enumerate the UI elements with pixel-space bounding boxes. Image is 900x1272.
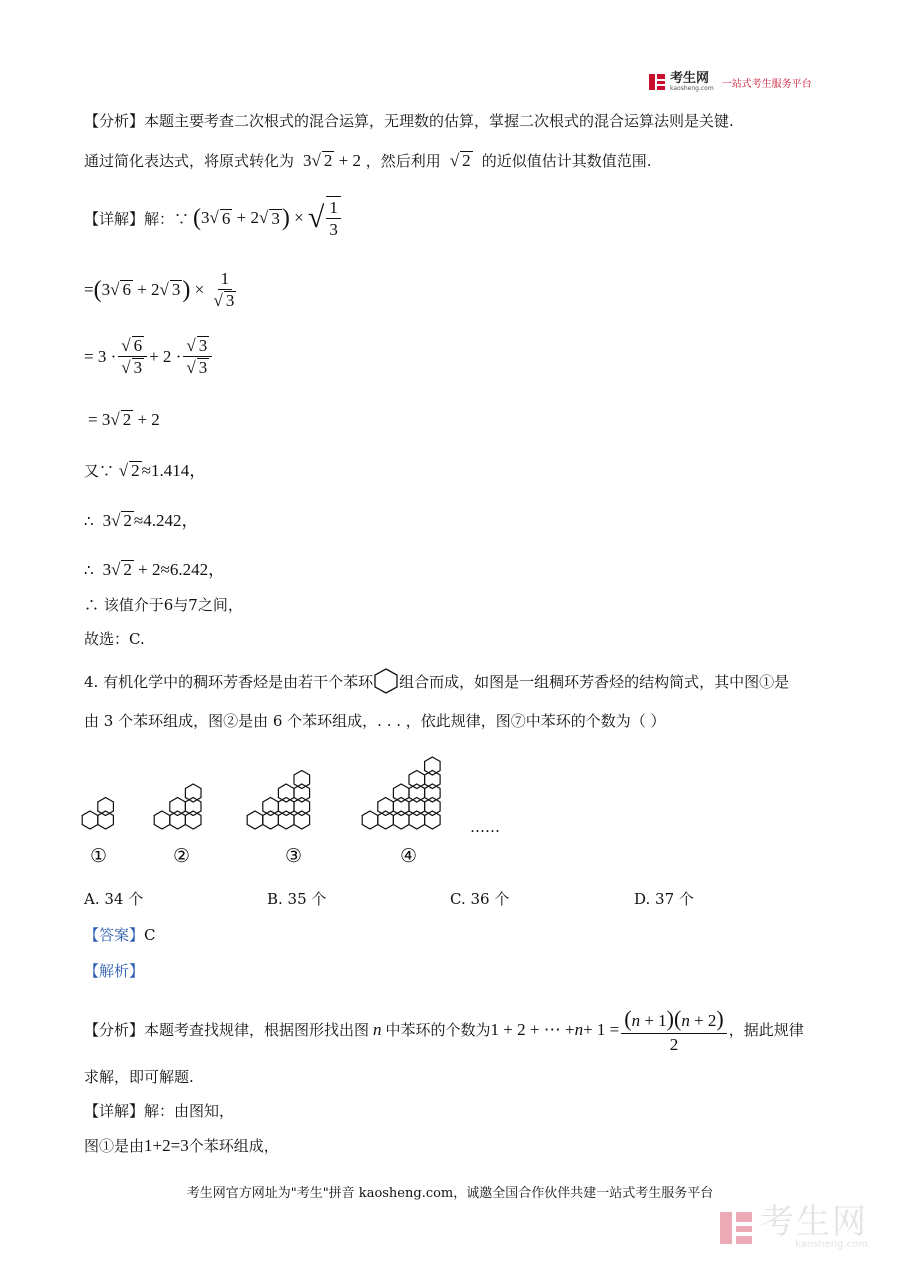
detail-tag: 【详解】 xyxy=(84,209,145,228)
step-1: = ( 3 √ 6 + 2 √ 3 ) × $\frac{1}{√ 3}$ xyxy=(84,269,235,311)
benzene-ring xyxy=(98,811,114,829)
benzene-ring xyxy=(425,784,441,802)
expr-3root2-plus-2: 3√ 2 + 2 xyxy=(298,151,361,170)
step-3: = 3√ 2 + 2 xyxy=(88,410,160,429)
benzene-ring xyxy=(278,798,294,816)
step-therefore-1: ∴ 3√ 2 ≈4.242， xyxy=(84,511,199,530)
benzene-ring xyxy=(98,798,114,816)
q3-detail: 【详解】 解：∵ ( 3 √ 6 + 2 √ 3 ) × √ $\frac{1}{3}$ xyxy=(84,196,343,241)
answer-tag: 【答案】 xyxy=(84,926,145,944)
benzene-ring xyxy=(170,811,186,829)
figure-ellipsis: …… xyxy=(470,818,500,836)
benzene-ring-icon xyxy=(374,668,398,694)
benzene-ring xyxy=(185,798,201,816)
benzene-ring xyxy=(393,811,409,829)
expr-root2: √ 2 xyxy=(449,151,471,170)
q4-detail: 【详解】解：由图知， xyxy=(84,1102,235,1120)
step-2: = 3 · $\frac{√ 6}{√ 3}$ + 2 · $\frac{√ 3}{√ 3}$ xyxy=(84,335,214,379)
q3-choice: 故选：C. xyxy=(84,630,145,648)
benzene-ring xyxy=(409,771,425,789)
analysis-text: 本题主要考查二次根式的混合运算，无理数的估算，掌握二次根式的混合运算法则是关键. xyxy=(144,112,734,130)
benzene-ring xyxy=(263,811,279,829)
benzene-ring xyxy=(294,811,310,829)
option-a: A. 34 个 xyxy=(84,890,144,908)
benzene-ring xyxy=(185,784,201,802)
step-also: 又∵ √ 2 ≈1.414， xyxy=(84,461,207,480)
benzene-ring xyxy=(425,798,441,816)
q4-analysis-2: 求解，即可解题. xyxy=(84,1068,194,1086)
watermark-text: 考生网 xyxy=(760,1202,868,1242)
watermark xyxy=(718,1202,868,1250)
figure-label-4: ④ xyxy=(400,845,418,867)
benzene-ring xyxy=(378,811,394,829)
benzene-ring xyxy=(425,757,441,775)
benzene-ring xyxy=(247,811,263,829)
analysis-tag: 【分析】 xyxy=(84,112,145,130)
footer-text: 考生网官方网址为"考生"拼音 kaosheng.com，诚邀全国合作伙伴共建一站式考生服务平台 xyxy=(186,1186,714,1201)
benzene-ring xyxy=(362,811,378,829)
benzene-ring xyxy=(185,811,201,829)
header-slogan: 一站式考生服务平台 xyxy=(721,78,812,90)
step-therefore-2: ∴ 3√ 2 + 2≈6.242， xyxy=(84,560,226,579)
sum-formula: 1 + 2 + ⋯ + n + 1 = $\frac{(n + 1)(n + 2)}{2}$ xyxy=(491,1005,729,1055)
figure-label-1: ① xyxy=(90,845,108,867)
watermark-logo-icon xyxy=(718,1210,754,1246)
q3-analysis-2: 通过简化表达式，将原式转化为 3√ 2 + 2 ，然后利用 √ 2 的近似值估计其数值范围. xyxy=(84,151,652,170)
q3-conclusion: ∴ 该值介于6与7之间， xyxy=(84,596,243,614)
benzene-ring xyxy=(425,771,441,789)
figure-label-3: ③ xyxy=(285,845,303,867)
q4-detail-2: 图①是由1+2=3个苯环组成， xyxy=(84,1136,279,1155)
benzene-ring xyxy=(294,798,310,816)
benzene-ring xyxy=(409,811,425,829)
logo-sub: kaosheng.com xyxy=(670,85,714,92)
benzene-ring xyxy=(409,798,425,816)
benzene-ring xyxy=(263,798,279,816)
q4-analysis: 【分析】 本题考查找规律，根据图形找出图 n 中苯环的个数为 1 + 2 + ⋯ + n + 1 = $\frac{(n + 1)(n + 2)}{2}$ ，据此规律 xyxy=(84,1006,804,1054)
benzene-ring xyxy=(154,811,170,829)
benzene-ring xyxy=(393,798,409,816)
detail-expression: ( 3 √ 6 + 2 √ 3 ) × √ $\frac{1}{3}$ xyxy=(193,196,343,241)
q3-analysis xyxy=(84,110,734,131)
benzene-ring xyxy=(82,811,98,829)
logo-text: 考生网 xyxy=(670,71,710,86)
q4-explain-tag: 【解析】 xyxy=(84,962,145,980)
watermark-sub: kaosheng.com xyxy=(795,1239,868,1250)
benzene-ring xyxy=(294,784,310,802)
figure-label-2: ② xyxy=(173,845,191,867)
header-logo xyxy=(648,72,812,92)
option-c: C. 36 个 xyxy=(450,890,510,908)
benzene-ring xyxy=(278,784,294,802)
benzene-ring xyxy=(170,798,186,816)
option-b: B. 35 个 xyxy=(267,890,327,908)
benzene-ring xyxy=(378,798,394,816)
option-d: D. 37 个 xyxy=(634,890,694,908)
answer-value: C xyxy=(144,926,156,944)
kaosheng-logo-icon xyxy=(648,73,666,91)
benzene-ring xyxy=(294,771,310,789)
q4-stem-line1: 4. 有机化学中的稠环芳香烃是由若干个苯环 组合而成，如图是一组稠环芳香烃的结构简式，其中图①是 xyxy=(84,668,789,694)
benzene-ring xyxy=(409,784,425,802)
benzene-ring xyxy=(393,784,409,802)
benzene-ring xyxy=(425,811,441,829)
benzene-ring xyxy=(278,811,294,829)
q4-stem-line2: 由 3 个苯环组成，图②是由 6 个苯环组成，. . . ，依此规律，图⑦中苯环的个数为（ ） xyxy=(84,712,666,730)
q4-answer xyxy=(84,924,156,945)
